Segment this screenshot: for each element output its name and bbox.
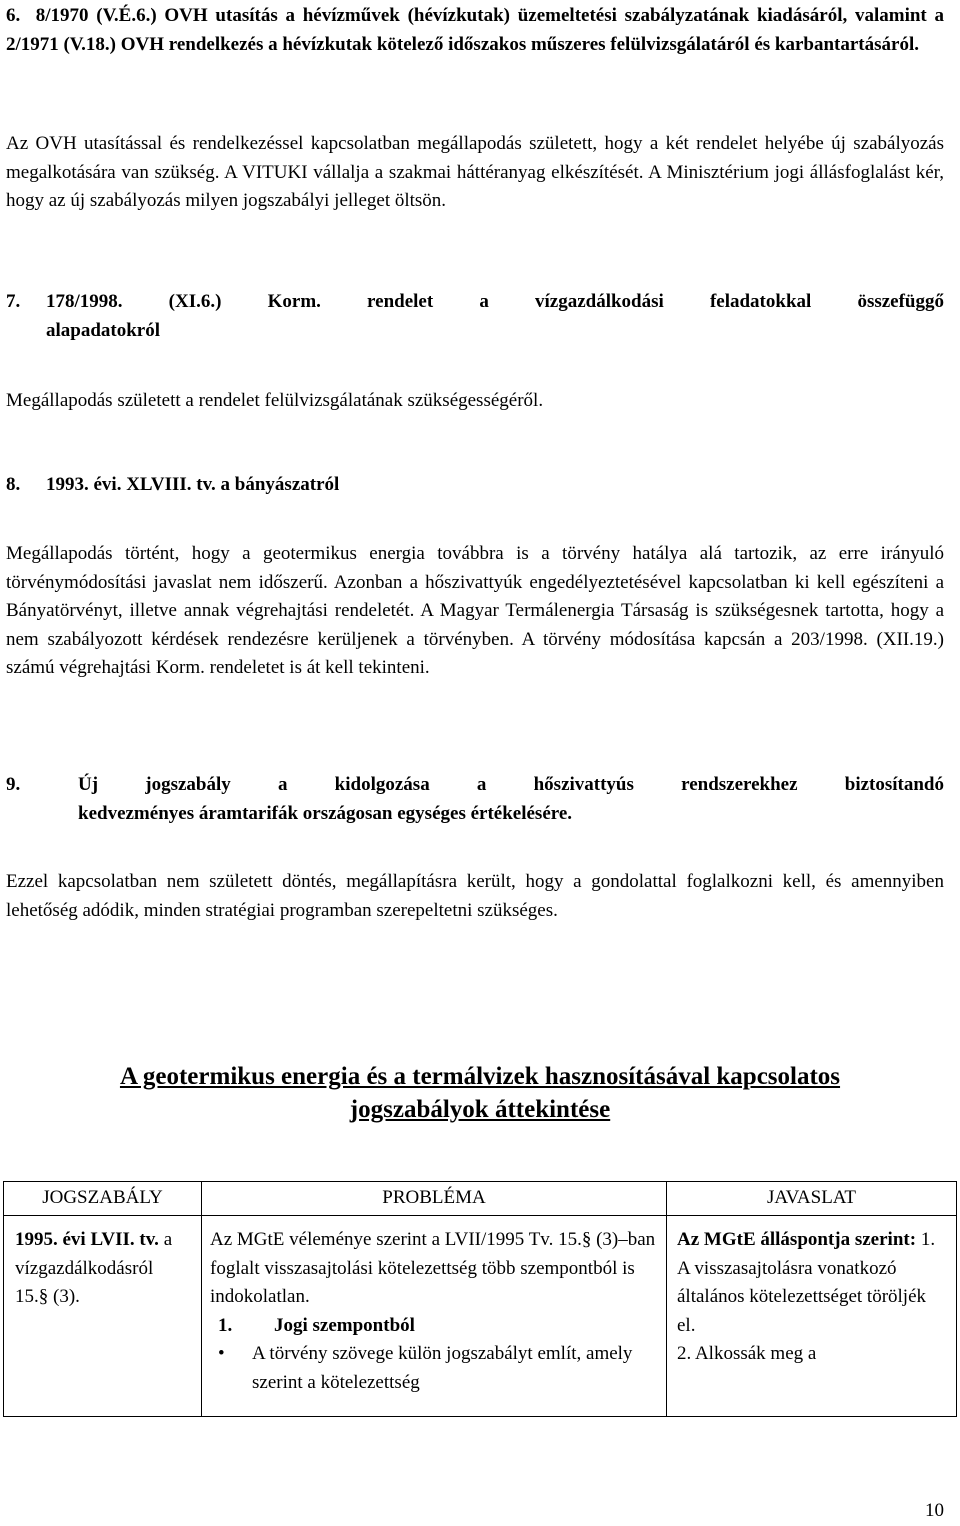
item-7-heading-line2: alapadatokról xyxy=(46,319,161,341)
page-number: 10 xyxy=(925,1500,944,1521)
item-8-body: Megállapodás történt, hogy a geotermikus energia továbbra is a törvény hatálya alá tartozik, az erre irányuló törvénymódosítási javaslat nem időszerű. Azonban a hőszivattyúk engedélyeztetésével kapcsolatban ki kell egészíteni a Bányatörvényt, illetve annak végrehajtási rendeletét. A Magyar Termálenergia Társaság is szükségesnek tartotta, hogy a nem szabályozott kérdések rendezésre kerüljenek a törvényben. A törvény módosítása kapcsán a 203/1998. (XII.19.) számú végrehajtási Korm. rendeletet is át kell tekinteni. xyxy=(6,543,944,678)
proposal-next: 2. Alkossák meg a xyxy=(677,1343,817,1364)
item-8-heading-text: 1993. évi. XLVIII. tv. a bányászatról xyxy=(46,474,340,495)
cell-proposal xyxy=(667,1216,957,1417)
cell-law xyxy=(4,1216,202,1417)
item-7-heading-line1: 178/1998. (XI.6.) Korm. rendelet a vízgazdálkodási feladatokkal összefüggő xyxy=(46,291,944,312)
section-title-line2: jogszabályok áttekintése xyxy=(349,1096,611,1123)
problem-subhead xyxy=(210,1312,656,1341)
problem-subhead-num: 1. xyxy=(218,1314,233,1336)
problem-bullet-text: A törvény szövege külön jogszabályt említ, amely szerint a kötelezettség xyxy=(252,1343,633,1393)
item-9-number: 9. xyxy=(6,774,21,795)
item-9-heading-line1: Új jogszabály a kidolgozása a hőszivattyús rendszerekhez biztosítandó xyxy=(78,774,944,795)
proposal-bold: Az MGtE álláspontja szerint: xyxy=(677,1229,917,1250)
item-8-heading xyxy=(6,471,944,500)
item-9-body: Ezzel kapcsolatban nem született döntés, megállapításra került, hogy a gondolattal foglalkozni kell, és amennyiben lehetőség adódik, minden stratégiai programban szerepeltetni szükséges. xyxy=(6,871,944,921)
law-rest: a vízgazdálkodásról 15.§ (3). xyxy=(15,1229,173,1307)
proposal-rest: 1. A visszasajtolásra vonatkozó általános kötelezettséget töröljék el. xyxy=(677,1229,936,1336)
item-7-body: Megállapodás született a rendelet felülvizsgálatának szükségességéről. xyxy=(6,390,544,411)
item-7-heading xyxy=(6,288,944,345)
cell-problem xyxy=(202,1216,667,1417)
item-8-number: 8. xyxy=(6,474,21,495)
header-javaslat: JAVASLAT xyxy=(667,1182,957,1216)
item-7-number: 7. xyxy=(6,291,21,312)
header-problema: PROBLÉMA xyxy=(202,1182,667,1216)
problem-text: Az MGtE véleménye szerint a LVII/1995 Tv. 15.§ (3)–ban foglalt visszasajtolási kötelezettség több szempontból is indokolatlan. xyxy=(210,1229,656,1307)
header-jogszabaly: JOGSZABÁLY xyxy=(4,1182,202,1216)
item-9-heading-line2: kedvezményes áramtarifák országosan egységes értékelésére. xyxy=(78,802,573,824)
bullet-icon: • xyxy=(218,1343,225,1364)
law-bold: 1995. évi LVII. tv. xyxy=(15,1229,159,1250)
item-9-heading xyxy=(6,771,944,828)
item-6-body: Az OVH utasítással és rendelkezéssel kapcsolatban megállapodás született, hogy a két rendelet helyébe új szabályozás megalkotására van szükség. A VITUKI vállalja a szakmai háttéranyag elkészítését. A Minisztérium jogi állásfoglalást kér, hogy az új szabályozás milyen jogszabályi jelleget öltsön. xyxy=(6,133,944,211)
table-header-row xyxy=(4,1182,957,1216)
item-6-heading xyxy=(6,2,944,59)
problem-subhead-text: Jogi szempontból xyxy=(274,1314,415,1336)
problem-bullet xyxy=(210,1340,656,1397)
item-6-number: 6. xyxy=(6,5,21,26)
table-row xyxy=(4,1216,957,1417)
item-6-heading-text: 8/1970 (V.É.6.) OVH utasítás a hévízművek (hévízkutak) üzemeltetési szabályzatának kiadásáról, valamint a 2/1971 (V.18.) OVH rendelkezés a hévízkutak kötelező időszakos műszeres felülvizsgálatáról és karbantartásáról. xyxy=(6,5,945,55)
section-title-line1: A geotermikus energia és a termálvizek hasznosításával kapcsolatos xyxy=(119,1063,841,1090)
legislation-table xyxy=(3,1181,957,1417)
